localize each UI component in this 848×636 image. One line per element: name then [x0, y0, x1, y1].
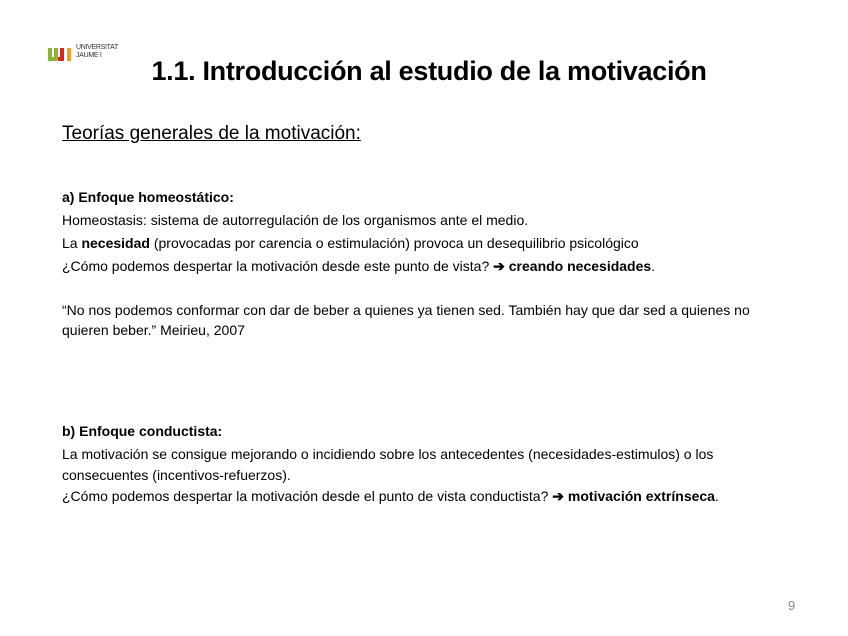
section-a-line-3-end: . [651, 258, 656, 274]
page-number: 9 [788, 598, 796, 613]
logo-line-1: UNIVERSITAT [76, 44, 118, 51]
section-behaviorist [62, 421, 792, 507]
section-b-heading: b) Enfoque conductista: [62, 423, 223, 439]
arrow-right-icon: ➔ [552, 488, 565, 504]
quote: “No nos podemos conformar con dar de beber a quienes ya tienen sed. También hay que dar sed a quienes no quieren beber.” Meirieu, 2007 [62, 302, 750, 338]
section-b-line-2-prefix: ¿Cómo podemos despertar la motivación desde el punto de vista conductista? [62, 488, 553, 504]
section-a-line-3-bold: creando necesidades [508, 258, 652, 274]
slide-title: 1.1. Introducción al estudio de la motivación [151, 56, 707, 86]
section-a-line-3-prefix: ¿Cómo podemos despertar la motivación desde este punto de vista? [62, 258, 494, 274]
section-a-line-2-rest: (provocadas por carencia o estimulación) provoca un desequilibrio psicológico [149, 235, 639, 251]
section-b-line-2-bold: motivación extrínseca [567, 488, 715, 504]
section-b-line-2-end: . [714, 488, 719, 504]
section-b-line-1: La motivación se consigue mejorando o incidiendo sobre los antecedentes (necesidades-estimulos) o los consecuentes (incentivos-refuerzos). [62, 446, 714, 483]
section-a-line-2-bold: necesidad [81, 235, 150, 251]
section-a-line-1: Homeostasis: sistema de autorregulación de los organismos ante el medio. [62, 212, 529, 228]
section-a-line-3 [62, 255, 792, 278]
slide-subtitle: Teorías generales de la motivación: [62, 123, 361, 144]
section-a-heading: a) Enfoque homeostático: [62, 189, 234, 205]
section-homeostatic [62, 186, 792, 278]
section-a-line-2 [62, 232, 792, 255]
section-a-line-2-prefix: La [62, 235, 82, 251]
logo-line-2: JAUME I [76, 52, 102, 59]
section-b-line-2 [62, 486, 792, 507]
arrow-right-icon: ➔ [493, 258, 505, 274]
